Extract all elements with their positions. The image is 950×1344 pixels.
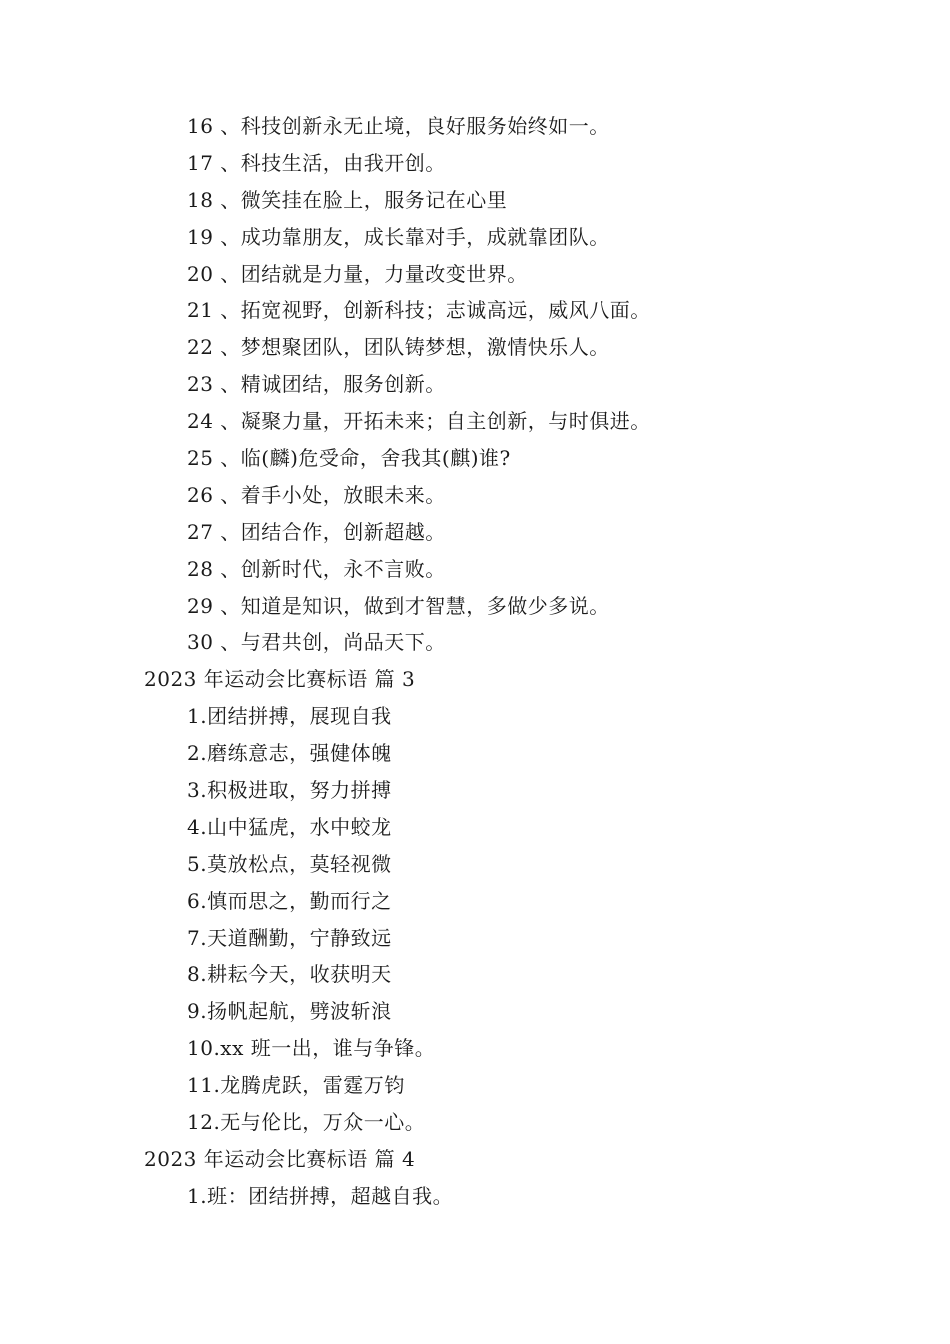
list-item: 2.磨练意志，强健体魄 <box>187 741 392 766</box>
list-item: 18 、微笑挂在脸上，服务记在心里 <box>187 187 508 212</box>
list-item: 10.xx 班一出，谁与争锋。 <box>187 1036 436 1061</box>
list-item: 7.天道酬勤，宁静致远 <box>187 925 392 950</box>
list-item: 28 、创新时代，永不言败。 <box>187 556 446 581</box>
list-item: 3.积极进取，努力拼搏 <box>187 778 392 803</box>
list-item: 8.耕耘今天，收获明天 <box>187 962 392 987</box>
list-item: 5.莫放松点，莫轻视微 <box>187 851 392 876</box>
list-item: 1.班：团结拼搏，超越自我。 <box>187 1183 454 1208</box>
list-item: 20 、团结就是力量，力量改变世界。 <box>187 261 528 286</box>
list-item: 22 、梦想聚团队，团队铸梦想，激情快乐人。 <box>187 335 610 360</box>
list-item: 23 、精诚团结，服务创新。 <box>187 372 446 397</box>
list-item: 12.无与伦比，万众一心。 <box>187 1110 426 1135</box>
list-item: 9.扬帆起航，劈波斩浪 <box>187 999 392 1024</box>
section-heading-4: 2023 年运动会比赛标语 篇 4 <box>144 1146 416 1171</box>
list-item: 21 、拓宽视野，创新科技；志诚高远，威风八面。 <box>187 298 651 323</box>
list-item: 16 、科技创新永无止境，良好服务始终如一。 <box>187 114 610 138</box>
list-item: 29 、知道是知识，做到才智慧，多做少多说。 <box>187 593 610 618</box>
document-page <box>0 108 950 1215</box>
section-heading-3: 2023 年运动会比赛标语 篇 3 <box>144 667 416 692</box>
list-item: 19 、成功靠朋友，成长靠对手，成就靠团队。 <box>187 224 610 249</box>
list-item: 17 、科技生活，由我开创。 <box>187 150 446 175</box>
list-item: 27 、团结合作，创新超越。 <box>187 519 446 544</box>
list-item: 4.山中猛虎，水中蛟龙 <box>187 814 392 839</box>
list-item: 11.龙腾虎跃，雷霆万钧 <box>187 1073 405 1098</box>
list-item: 26 、着手小处，放眼未来。 <box>187 482 446 507</box>
list-item: 30 、与君共创，尚品天下。 <box>187 630 446 655</box>
list-item: 25 、临(麟)危受命，舍我其(麒)谁? <box>187 446 511 471</box>
list-item: 6.慎而思之，勤而行之 <box>187 888 392 913</box>
list-item: 24 、凝聚力量，开拓未来；自主创新，与时俱进。 <box>187 409 651 434</box>
list-item: 1.团结拼搏，展现自我 <box>187 704 392 729</box>
